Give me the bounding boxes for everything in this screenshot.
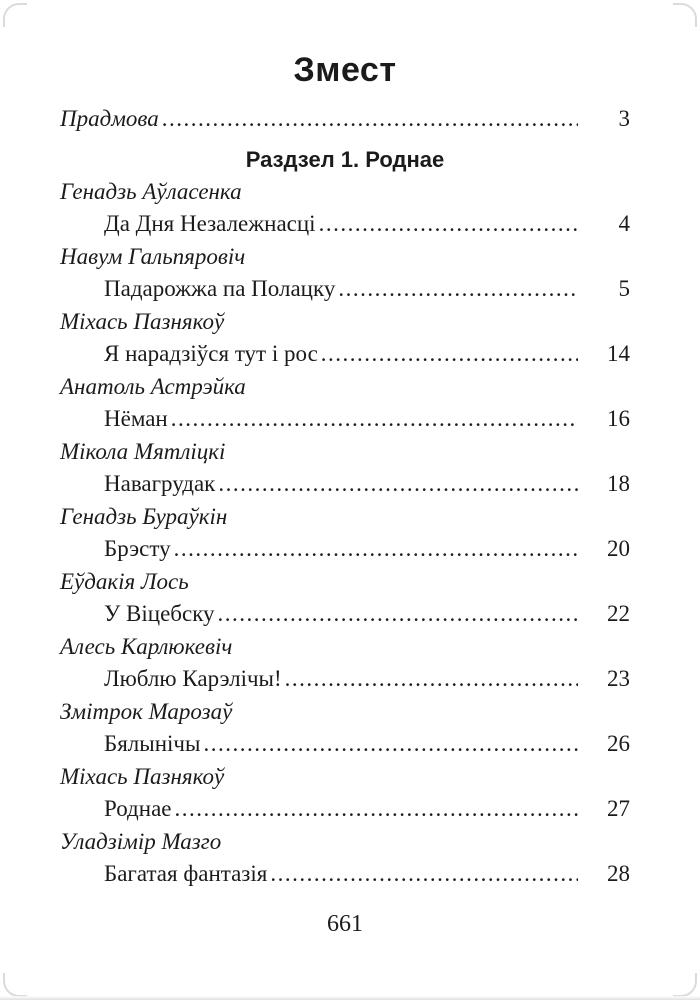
section-heading: Раздзел 1. Роднае (245, 146, 445, 172)
toc-entry-page-number: 23 (607, 666, 630, 691)
toc-entry-page-number: 20 (607, 536, 630, 561)
toc-entry-page-number: 28 (607, 861, 630, 886)
toc-entry-page-number: 18 (607, 471, 630, 496)
toc-entry (60, 306, 630, 371)
page-corner-mark (3, 973, 27, 997)
dot-leader (162, 103, 578, 136)
toc-entry (60, 761, 630, 826)
toc-entry-page-number: 16 (607, 406, 630, 431)
dot-leader (321, 338, 578, 371)
toc-entry-page-number: 27 (607, 796, 630, 821)
toc-entry-title: У Віцебску (104, 601, 215, 626)
toc-entry-title-line (60, 858, 630, 891)
toc-entry-title-line (60, 273, 630, 306)
toc-entry-author: Міхась Пазнякоў (60, 308, 225, 334)
toc-entries (60, 176, 630, 891)
toc-entry-page-number: 14 (607, 341, 630, 366)
toc-entry-author: Уладзімір Мазго (60, 828, 222, 854)
toc-entry-title-line (60, 728, 630, 761)
preface-label: Прадмова (60, 106, 159, 131)
toc-entry-page-number: 5 (618, 276, 630, 301)
toc-entry-author: Анатоль Астрэйка (60, 373, 246, 399)
page-corner-mark (673, 3, 697, 27)
toc-entry (60, 696, 630, 761)
dot-leader (174, 533, 578, 566)
toc-entry-title: Багатая фантазія (104, 861, 268, 886)
toc-entry-preface (60, 103, 630, 136)
dot-leader (218, 468, 578, 501)
toc-entry-title: Я нарадзіўся тут і рос (104, 341, 318, 366)
toc-entry (60, 436, 630, 501)
toc-entry-title: Роднае (104, 796, 172, 821)
preface-page-number: 3 (618, 106, 630, 131)
toc-entry-author: Міхась Пазнякоў (60, 763, 225, 789)
toc-entry-title: Падарожжа па Полацку (104, 276, 336, 301)
toc-entry-title: Бялынічы (104, 731, 201, 756)
toc-entry-title-line (60, 533, 630, 566)
toc-entry-author: Змітрок Марозаў (60, 698, 233, 724)
dot-leader (270, 858, 578, 891)
dot-leader (218, 598, 578, 631)
toc-entry-author: Алесь Карлюкевіч (60, 633, 233, 659)
toc-entry-title: Люблю Карэлічы! (104, 666, 282, 691)
toc-entry-title-line (60, 663, 630, 696)
toc-entry (60, 371, 630, 436)
toc-entry-title: Да Дня Незалежнасці (104, 211, 316, 236)
toc-entry-page-number: 22 (607, 601, 630, 626)
toc-entry-author: Навум Гальпяровіч (60, 243, 246, 269)
toc-entry (60, 501, 630, 566)
dot-leader (171, 403, 578, 436)
toc-entry (60, 566, 630, 631)
toc-entry-author: Еўдакія Лось (60, 568, 189, 594)
dot-leader (338, 273, 578, 306)
toc-entry (60, 176, 630, 241)
page-corner-mark (3, 3, 27, 27)
toc-entry-title: Брэсту (104, 536, 171, 561)
toc-entry-author: Генадзь Бураўкін (60, 503, 228, 529)
toc-entry (60, 631, 630, 696)
toc-entry-author: Генадзь Аўласенка (60, 178, 242, 204)
page-bottom-shadow (0, 996, 700, 1000)
toc-entry (60, 241, 630, 306)
toc-entry-title-line (60, 468, 630, 501)
toc-entry (60, 826, 630, 891)
dot-leader (174, 793, 578, 826)
dot-leader (203, 728, 578, 761)
page-title: Змест (293, 51, 397, 89)
toc-entry-title: Нёман (104, 406, 168, 431)
page-number-footer: 661 (327, 910, 363, 937)
toc-entry-page-number: 26 (607, 731, 630, 756)
dot-leader (319, 208, 578, 241)
toc-entry-title-line (60, 793, 630, 826)
toc-entry-title: Навагрудак (104, 471, 216, 496)
toc-entry-title-line (60, 403, 630, 436)
page-corner-mark (673, 973, 697, 997)
toc-entry-page-number: 4 (618, 211, 630, 236)
toc-entry-author: Мікола Мятліцкі (60, 438, 226, 464)
dot-leader (285, 663, 578, 696)
toc-entry-title-line (60, 598, 630, 631)
toc-entry-title-line (60, 208, 630, 241)
toc-entry-title-line (60, 338, 630, 371)
